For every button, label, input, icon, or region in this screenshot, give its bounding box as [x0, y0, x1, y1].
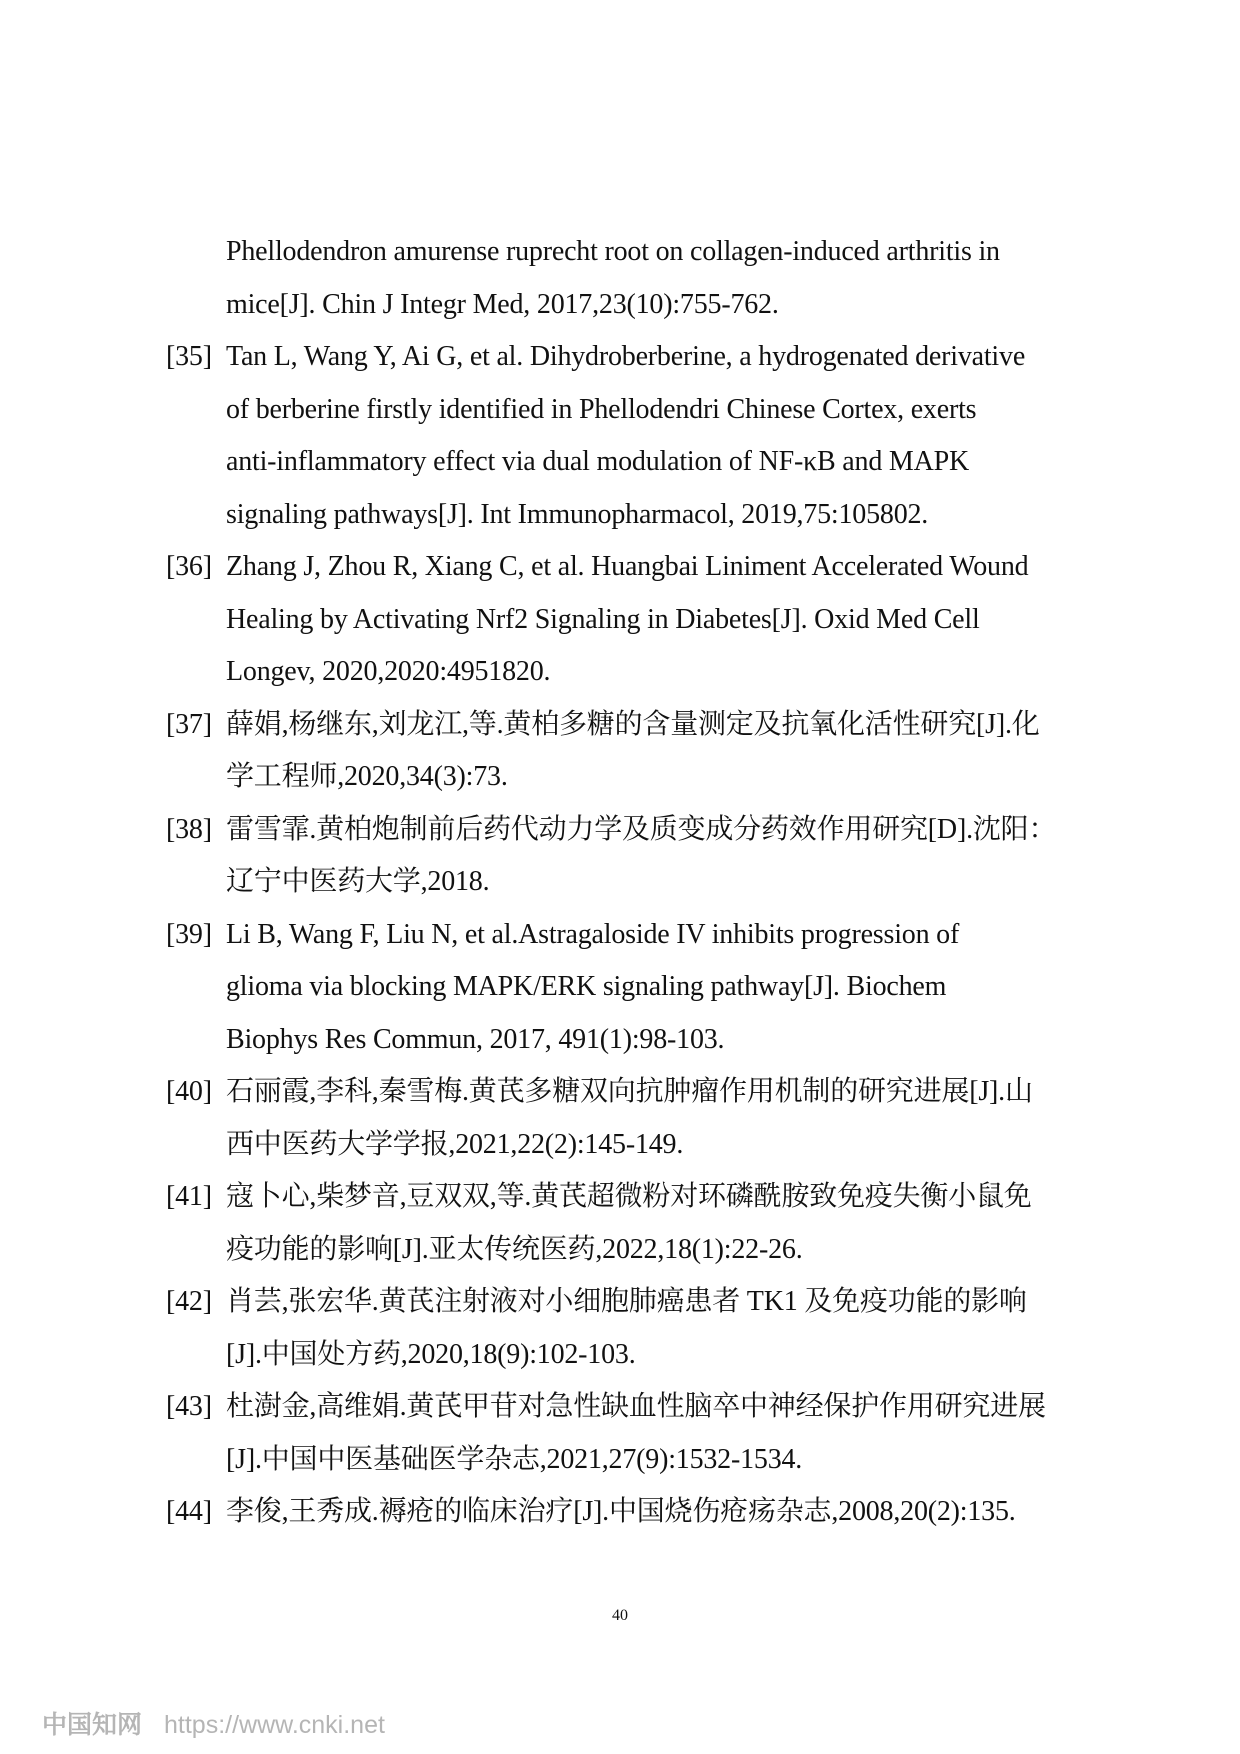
reference-list: [166, 226, 1106, 1539]
reference-line: [166, 751, 1106, 804]
reference-line: [166, 1486, 1106, 1539]
reference-text: Longev, 2020,2020:4951820.: [226, 656, 551, 687]
reference-text: 雷雪霏.黄柏炮制前后药代动力学及质变成分药效作用研究[D].沈阳：: [226, 813, 1057, 845]
reference-number: [38]: [166, 813, 212, 845]
reference-text: 李俊,王秀成.褥疮的临床治疗[J].中国烧伤疮疡杂志,2008,20(2):135.: [226, 1496, 1016, 1527]
reference-line: [166, 1381, 1106, 1434]
reference-entry: [166, 226, 1106, 331]
reference-entry: [166, 541, 1106, 699]
reference-line: [166, 1066, 1106, 1119]
reference-entry: [166, 909, 1106, 1067]
reference-line: [166, 1014, 1106, 1067]
reference-entry: [166, 331, 1106, 541]
reference-text: Biophys Res Commun, 2017, 491(1):98-103.: [226, 1023, 725, 1055]
reference-number: [44]: [166, 1496, 212, 1527]
reference-entry: [166, 1171, 1106, 1276]
reference-line: [166, 489, 1106, 542]
reference-line: [166, 331, 1106, 384]
reference-line: [166, 699, 1106, 752]
reference-text: mice[J]. Chin J Integr Med, 2017,23(10):755-762.: [226, 288, 779, 320]
reference-text: 学工程师,2020,34(3):73.: [226, 761, 508, 792]
reference-text: [J].中国处方药,2020,18(9):102-103.: [226, 1338, 636, 1370]
reference-line: [166, 804, 1106, 857]
reference-text: 杜澍金,高维娟.黄芪甲苷对急性缺血性脑卒中神经保护作用研究进展: [226, 1391, 1046, 1422]
reference-text: 薛娟,杨继东,刘龙江,等.黄柏多糖的含量测定及抗氧化活性研究[J].化: [226, 708, 1040, 740]
reference-number: [42]: [166, 1286, 212, 1317]
reference-entry: [166, 699, 1106, 804]
reference-text: [J].中国中医基础医学杂志,2021,27(9):1532-1534.: [226, 1443, 803, 1475]
reference-line: [166, 1224, 1106, 1277]
reference-text: glioma via blocking MAPK/ERK signaling pathway[J]. Biochem: [226, 971, 947, 1002]
reference-text: 石丽霞,李科,秦雪梅.黄芪多糖双向抗肿瘤作用机制的研究进展[J].山: [226, 1076, 1033, 1107]
reference-entry: [166, 1066, 1106, 1171]
reference-line: [166, 279, 1106, 332]
reference-text: Tan L, Wang Y, Ai G, et al. Dihydroberberine, a hydrogenated derivative: [226, 341, 1026, 372]
reference-text: 西中医药大学学报,2021,22(2):145-149.: [226, 1128, 684, 1160]
page-number: 40: [612, 1607, 628, 1624]
reference-line: [166, 226, 1106, 279]
reference-text: 肖芸,张宏华.黄芪注射液对小细胞肺癌患者 TK1 及免疫功能的影响: [226, 1286, 1027, 1317]
reference-line: [166, 1434, 1106, 1487]
reference-number: [39]: [166, 918, 212, 950]
reference-line: [166, 856, 1106, 909]
reference-number: [40]: [166, 1076, 212, 1107]
reference-line: [166, 384, 1106, 437]
reference-text: 寇卜心,柴梦音,豆双双,等.黄芪超微粉对环磷酰胺致免疫失衡小鼠免: [226, 1181, 1032, 1212]
reference-text: Li B, Wang F, Liu N, et al.Astragaloside IV inhibits progression of: [226, 918, 960, 950]
reference-number: [43]: [166, 1391, 212, 1422]
reference-line: [166, 436, 1106, 489]
reference-line: [166, 594, 1106, 647]
reference-line: [166, 1171, 1106, 1224]
reference-line: [166, 541, 1106, 594]
reference-entry: [166, 1486, 1106, 1539]
reference-text: Zhang J, Zhou R, Xiang C, et al. Huangbai Liniment Accelerated Wound: [226, 551, 1029, 582]
reference-entry: [166, 1381, 1106, 1486]
reference-text: Phellodendron amurense ruprecht root on collagen-induced arthritis in: [226, 236, 1000, 267]
reference-text: signaling pathways[J]. Int Immunopharmacol, 2019,75:105802.: [226, 498, 929, 530]
cnki-watermark: [42, 1705, 385, 1741]
reference-text: of berberine firstly identified in Phellodendri Chinese Cortex, exerts: [226, 393, 977, 425]
watermark-name: 中国知网: [42, 1711, 143, 1739]
reference-text: anti-inflammatory effect via dual modulation of NF-κB and MAPK: [226, 446, 970, 477]
reference-number: [37]: [166, 708, 212, 740]
reference-number: [36]: [166, 551, 212, 582]
reference-line: [166, 1119, 1106, 1172]
reference-line: [166, 909, 1106, 962]
reference-text: 疫功能的影响[J].亚太传统医药,2022,18(1):22-26.: [226, 1233, 803, 1265]
reference-text: 辽宁中医药大学,2018.: [226, 866, 490, 897]
reference-line: [166, 961, 1106, 1014]
reference-line: [166, 1329, 1106, 1382]
reference-number: [41]: [166, 1181, 212, 1212]
reference-text: Healing by Activating Nrf2 Signaling in Diabetes[J]. Oxid Med Cell: [226, 603, 980, 635]
reference-line: [166, 1276, 1106, 1329]
reference-entry: [166, 1276, 1106, 1381]
reference-entry: [166, 804, 1106, 909]
reference-line: [166, 646, 1106, 699]
reference-number: [35]: [166, 341, 212, 372]
watermark-url: https://www.cnki.net: [164, 1711, 385, 1739]
